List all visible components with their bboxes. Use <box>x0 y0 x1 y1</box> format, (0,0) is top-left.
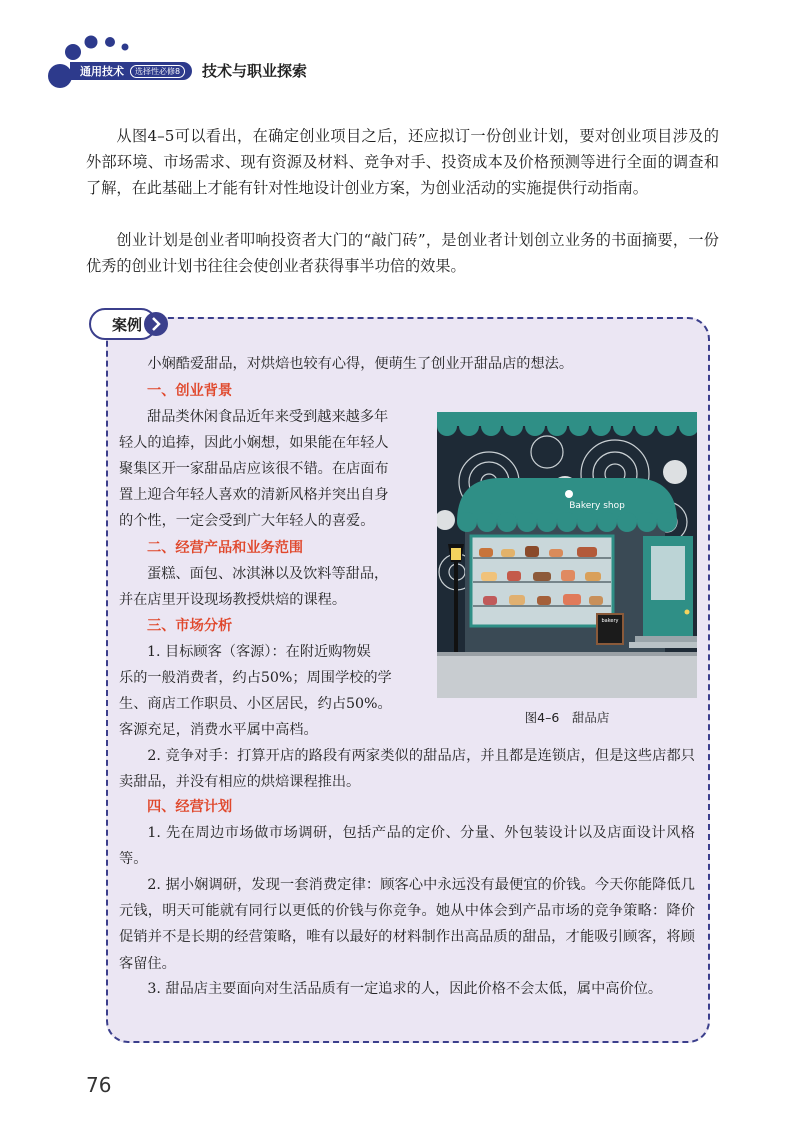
figure-caption: 图4–6 甜品店 <box>524 710 610 725</box>
case-market-1-line-1: 1. 目标顾客（客源）：在附近购物娱 <box>147 644 371 660</box>
header-series: 通用技术 <box>80 65 124 78</box>
case-products-line-1: 蛋糕、面包、冰淇淋以及饮料等甜品， <box>147 566 389 582</box>
case-opening: 小娴酷爱甜品，对烘焙也较有心得，便萌生了创业开甜品店的想法。 <box>147 356 574 372</box>
case-market-1-line-3: 生、商店工作职员、小区居民，约占50%。 <box>119 696 392 712</box>
shop-sign-text: Bakery shop <box>569 501 625 511</box>
case-plan-3: 3. 甜品店主要面向对生活品质有一定追求的人，因此价格不会太低，属中高价位。 <box>147 981 663 997</box>
case-heading-plan: 四、经营计划 <box>147 799 233 815</box>
case-market-1-line-4: 客源充足，消费水平属中高档。 <box>119 722 318 738</box>
header-series-bar <box>70 62 192 80</box>
case-bg-line-2: 轻人的追捧，因此小娴想，如果能在年轻人 <box>119 435 389 451</box>
intro-paragraph-2: 创业计划是创业者叩响投资者大门的“敲门砖”，是创业者计划创立业务的书面摘要，一份优秀的创业计划书往往会使创业者获得事半功倍的效果。 <box>86 231 719 275</box>
case-market-2: 2. 竞争对手：打算开店的路段有两家类似的甜品店，并且都是连锁店，但是这些店都只卖甜品，并没有相应的烘焙课程推出。 <box>119 748 695 791</box>
case-market-1-line-2: 乐的一般消费者，约占50%；周围学校的学 <box>119 670 392 686</box>
case-heading-products: 二、经营产品和业务范围 <box>147 540 304 556</box>
header-series-sub: 选择性必修8 <box>130 65 185 78</box>
case-products-line-2: 并在店里开设现场教授烘焙的课程。 <box>119 592 347 608</box>
case-bg-line-3: 聚集区开一家甜品店应该很不错。在店面布 <box>119 461 389 477</box>
case-plan-1: 1. 先在周边市场做市场调研，包括产品的定价、分量、外包装设计以及店面设计风格等。 <box>119 825 695 868</box>
chef-hat-icon <box>565 490 573 498</box>
header-book-title: 技术与职业探索 <box>202 62 308 80</box>
case-heading-background: 一、创业背景 <box>147 383 233 399</box>
menu-board-text: bakery <box>601 618 619 624</box>
page-number: 76 <box>86 1073 112 1097</box>
case-bg-line-5: 的个性，一定会受到广大年轻人的喜爱。 <box>119 513 375 529</box>
case-bg-line-1: 甜品类休闲食品近年来受到越来越多年 <box>147 409 389 425</box>
case-heading-market: 三、市场分析 <box>147 618 233 634</box>
intro-paragraph-1: 从图4–5可以看出，在确定创业项目之后，还应拟订一份创业计划，要对创业项目涉及的外部环境、市场需求、现有资源及材料、竞争对手、投资成本及价格预测等进行全面的调查和了解，在此基础上才能有针对性地设计创业方案，为创业活动的实施提供行动指南。 <box>86 127 719 197</box>
case-bg-line-4: 置上迎合年轻人喜欢的清新风格并突出自身 <box>119 487 389 503</box>
bakery-shop-illustration <box>437 412 697 698</box>
case-tag-label: 案例 <box>111 316 142 334</box>
case-plan-2: 2. 据小娴调研，发现一套消费定律：顾客心中永远没有最便宜的价钱。今天你能降低几元钱，明天可能就有同行以更低的价钱与你竞争。她从中体会到产品市场的竞争策略：降价促销并不是长期的经营策略，唯有以最好的材料制作出高品质的甜品，才能吸引顾客，将顾客留住。 <box>119 877 695 972</box>
